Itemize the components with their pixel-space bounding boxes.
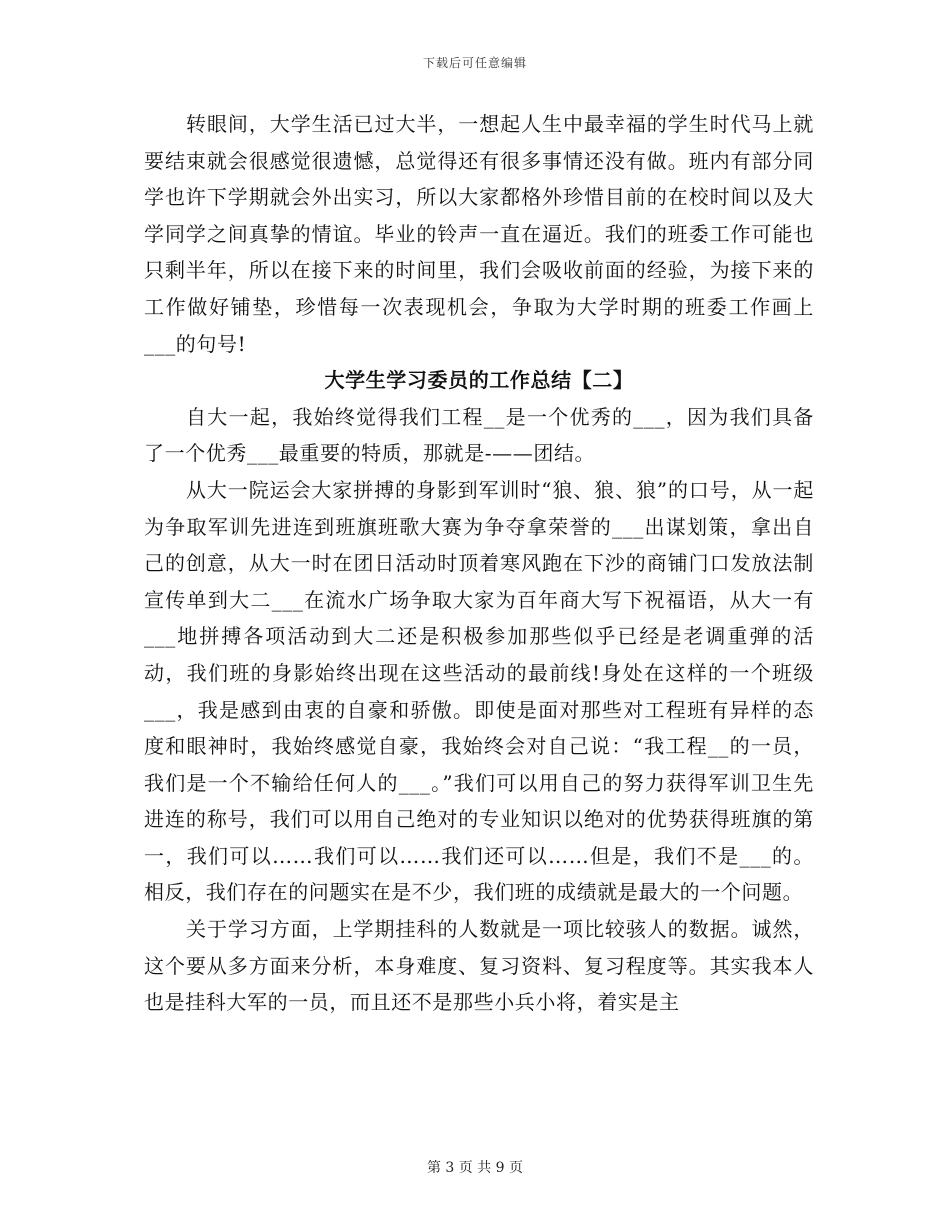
section-title: 大学生学习委员的工作总结【二】 [324, 368, 634, 393]
document-body [144, 106, 814, 1021]
page-number-footer: 第 3 页 共 9 页 [426, 1160, 524, 1176]
paragraph-1: 自大一起，我始终觉得我们工程__是一个优秀的___，因为我们具备了一个优秀___最重要的特质，那就是-——团结。 [144, 404, 814, 466]
paragraph-intro: 转眼间，大学生活已过大半，一想起人生中最幸福的学生时代马上就要结束就会很感觉很遗憾，总觉得还有很多事情还没有做。班内有部分同学也许下学期就会外出实习，所以大家都格外珍惜目前的在校时间以及大学同学之间真挚的情谊。毕业的铃声一直在逼近。我们的班委工作可能也只剩半年，所以在接下来的时间里，我们会吸收前面的经验，为接下来的工作做好铺垫，珍惜每一次表现机会，争取为大学时期的班委工作画上___的句号! [144, 112, 814, 356]
paragraph-3: 关于学习方面，上学期挂科的人数就是一项比较骇人的数据。诚然，这个要从多方面来分析，本身难度、复习资料、复习程度等。其实我本人也是挂科大军的一员，而且还不是那些小兵小将，着实是主 [144, 917, 814, 1015]
page-header-note: 下载后可任意编辑 [422, 56, 527, 70]
paragraph-2: 从大一院运会大家拼搏的身影到军训时“狼、狼、狼”的口号，从一起为争取军训先进连到班旗班歌大赛为争夺拿荣誉的___出谋划策，拿出自己的创意，从大一时在团日活动时顶着寒风跑在下沙的商铺门口发放法制宣传单到大二___在流水广场争取大家为百年商大写下祝福语，从大一有___地拼搏各项活动到大二还是积极参加那些似乎已经是老调重弹的活动，我们班的身影始终出现在这些活动的最前线!身处在这样的一个班级___，我是感到由衷的自豪和骄傲。即使是面对那些对工程班有异样的态度和眼神时，我始终感觉自豪，我始终会对自己说：“我工程__的一员，我们是一个不输给任何人的___。”我们可以用自己的努力获得军训卫生先进连的称号，我们可以用自己绝对的专业知识以绝对的优势获得班旗的第一，我们可以……我们可以……我们还可以……但是，我们不是___的。相反，我们存在的问题实在是不少，我们班的成绩就是最大的一个问题。 [144, 477, 814, 905]
